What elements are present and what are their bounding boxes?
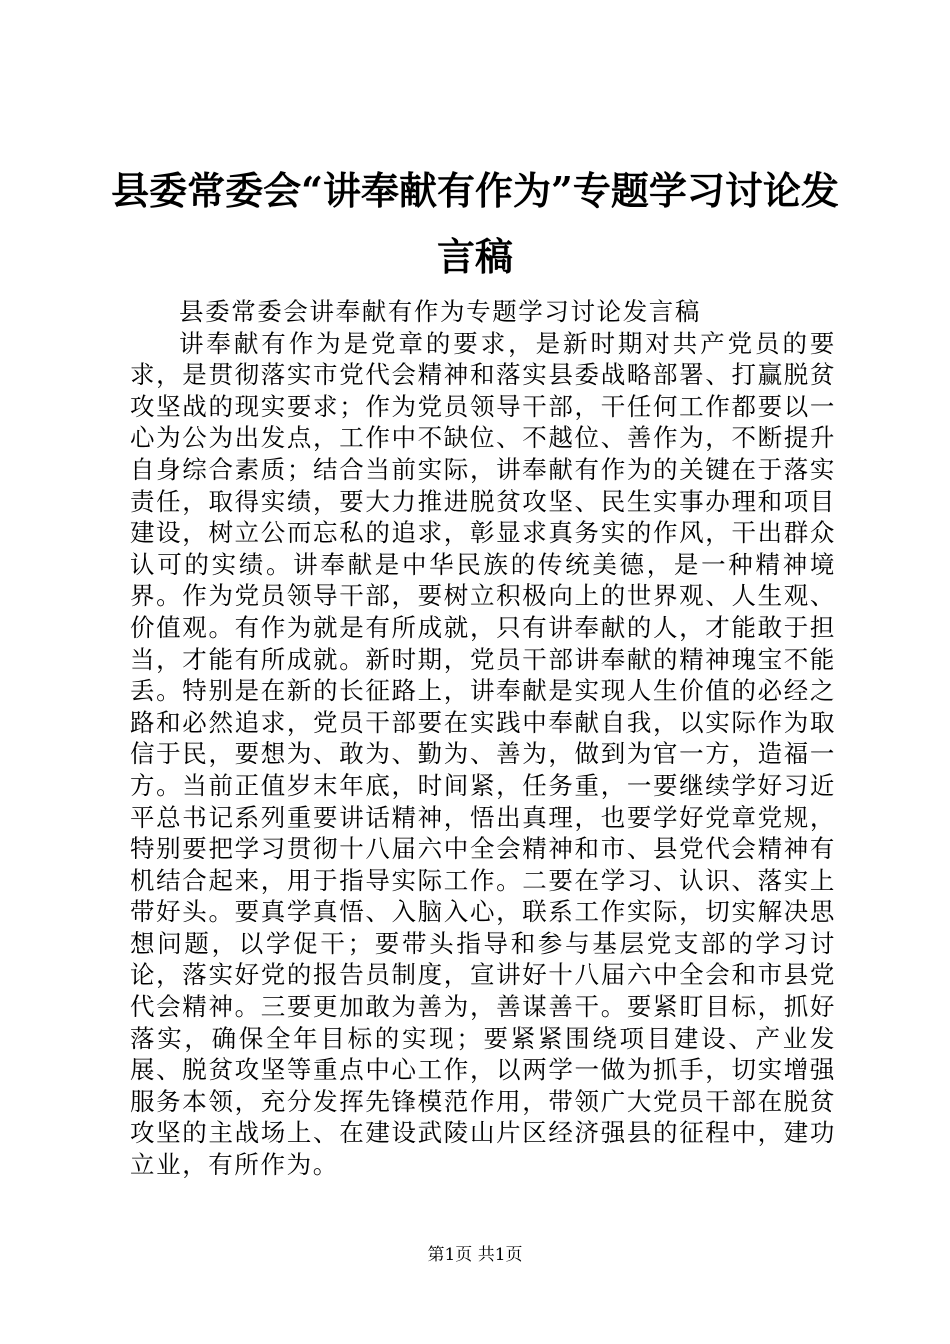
- document-body: [130, 296, 836, 1181]
- document-title: 县委常委会“讲奉献有作为”专题学习讨论发言稿: [111, 168, 839, 279]
- page-footer: 第1页 共1页: [427, 1245, 523, 1265]
- body-paragraph: 讲奉献有作为是党章的要求，是新时期对共产党员的要求，是贯彻落实市党代会精神和落实县委战略部署、打赢脱贫攻坚战的现实要求；作为党员领导干部，干任何工作都要以一心为公为出发点，工作中不缺位、不越位、善作为，不断提升自身综合素质；结合当前实际，讲奉献有作为的关键在于落实责任，取得实绩，要大力推进脱贫攻坚、民生实事办理和项目建设，树立公而忘私的追求，彰显求真务实的作风，干出群众认可的实绩。讲奉献是中华民族的传统美德，是一种精神境界。作为党员领导干部，要树立积极向上的世界观、人生观、价值观。有作为就是有所成就，只有讲奉献的人，才能敢于担当，才能有所成就。新时期，党员干部讲奉献的精神瑰宝不能丢。特别是在新的长征路上，讲奉献是实现人生价值的必经之路和必然追求，党员干部要在实践中奉献自我，以实际作为取信于民，要想为、敢为、勤为、善为，做到为官一方，造福一方。当前正值岁末年底，时间紧，任务重，一要继续学好习近平总书记系列重要讲话精神，悟出真理，也要学好党章党规，特别要把学习贯彻十八届六中全会精神和市、县党代会精神有机结合起来，用于指导实际工作。二要在学习、认识、落实上带好头。要真学真悟、入脑入心，联系工作实际，切实解决思想问题，以学促干；要带头指导和参与基层党支部的学习讨论，落实好党的报告员制度，宣讲好十八届六中全会和市县党代会精神。三要更加敢为善为，善谋善干。要紧盯目标，抓好落实，确保全年目标的实现；要紧紧围绕项目建设、产业发展、脱贫攻坚等重点中心工作，以两学一做为抓手，切实增强服务本领，充分发挥先锋模范作用，带领广大党员干部在脱贫攻坚的主战场上、在建设武陵山片区经济强县的征程中，建功立业，有所作为。: [130, 328, 836, 1180]
- subtitle-paragraph: 县委常委会讲奉献有作为专题学习讨论发言稿: [179, 297, 701, 326]
